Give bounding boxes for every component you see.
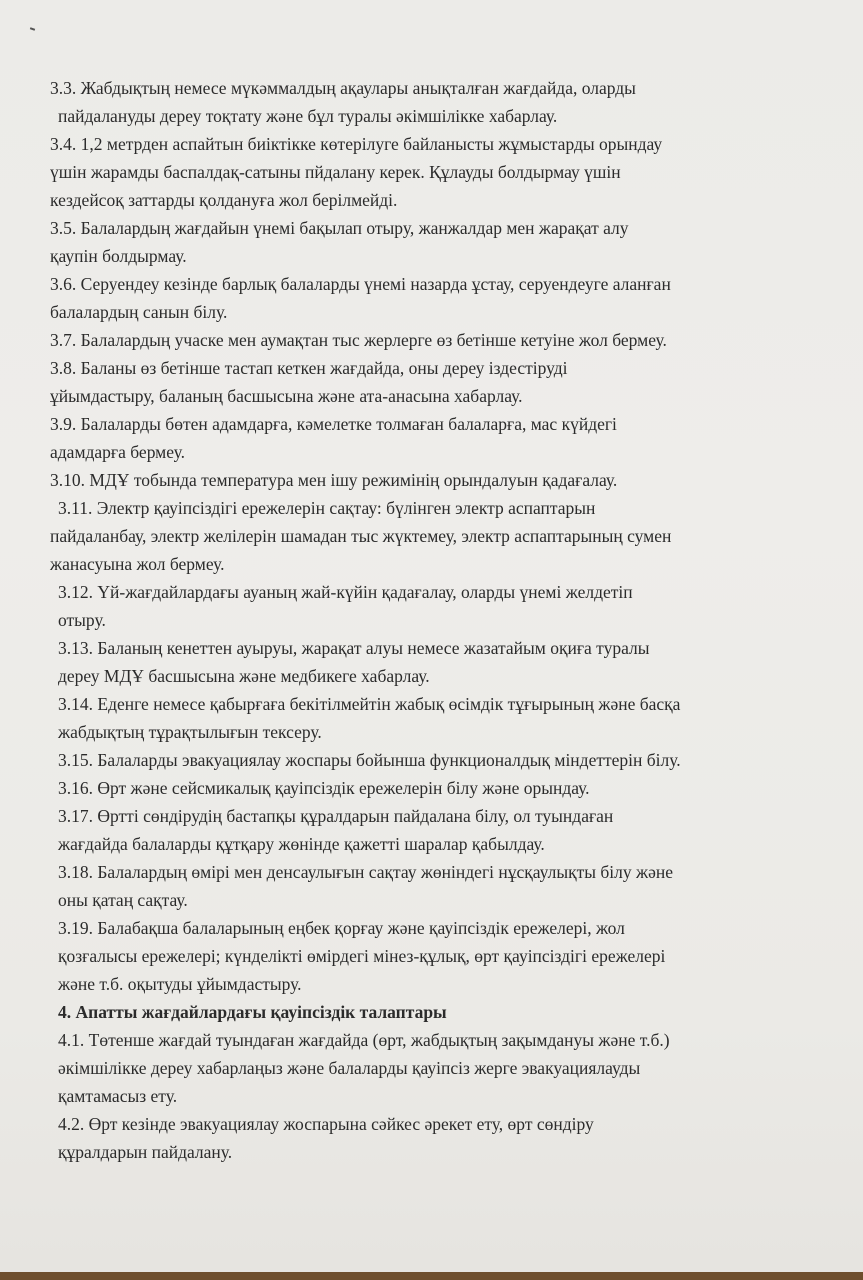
line-3-11-c: жанасуына жол бермеу.	[50, 554, 225, 574]
document-body	[50, 74, 810, 1166]
table-edge	[0, 1272, 863, 1280]
line-3-14-b: жабдықтың тұрақтылығын тексеру.	[58, 722, 322, 742]
line-3-19-a: 3.19. Балабақша балаларының еңбек қорғау және қауіпсіздік ережелері, жол	[58, 918, 625, 938]
line-3-6-b: балалардың санын білу.	[50, 302, 228, 322]
line-3-19-b: қозғалысы ережелері; күнделікті өмірдегі мінез-құлық, өрт қауіпсіздігі ережелері	[58, 946, 666, 966]
line-3-17-b: жағдайда балаларды құтқару жөнінде қажетті шаралар қабылдау.	[58, 834, 545, 854]
line-3-12-b: отыру.	[58, 610, 106, 630]
line-3-6-a: 3.6. Серуендеу кезінде барлық балаларды үнемі назарда ұстау, серуендеуге аланған	[50, 274, 671, 294]
line-3-16: 3.16. Өрт және сейсмикалық қауіпсіздік ережелерін білу және орындау.	[58, 778, 590, 798]
line-4-1-c: қамтамасыз ету.	[58, 1086, 178, 1106]
line-3-10: 3.10. МДҰ тобында температура мен ішу режимінің орындалуын қадағалау.	[50, 470, 618, 490]
line-3-4-a: 3.4. 1,2 метрден аспайтын биіктікке көтерілуге байланысты жұмыстарды орындау	[50, 134, 663, 154]
line-3-11-b: пайдаланбау, электр желілерін шамадан тыс жүктемеу, электр аспаптарының сумен	[50, 526, 672, 546]
line-3-4-b: үшін жарамды баспалдақ-сатыны пйдалану керек. Құлауды болдырмау үшін	[50, 162, 621, 182]
line-3-19-c: және т.б. оқытуды ұйымдастыру.	[58, 974, 302, 994]
section-4-heading: 4. Апатты жағдайлардағы қауіпсіздік талаптары	[58, 1002, 447, 1022]
line-3-9-b: адамдарға бермеу.	[50, 442, 185, 462]
line-3-4-c: кездейсоқ заттарды қолдануға жол берілмейді.	[50, 190, 398, 210]
line-3-8-b: ұйымдастыру, баланың басшысына және ата-анасына хабарлау.	[50, 386, 523, 406]
line-4-2-a: 4.2. Өрт кезінде эвакуациялау жоспарына сәйкес әрекет ету, өрт сөндіру	[58, 1114, 594, 1134]
line-3-14-a: 3.14. Еденге немесе қабырғаға бекітілмейтін жабық өсімдік тұғырының және басқа	[58, 694, 681, 714]
line-3-9-a: 3.9. Балаларды бөтен адамдарға, кәмелетке толмаған балаларға, мас күйдегі	[50, 414, 617, 434]
line-3-5-a: 3.5. Балалардың жағдайын үнемі бақылап отыру, жанжалдар мен жарақат алу	[50, 218, 629, 238]
line-3-3-b: пайдалануды дереу тоқтату және бұл туралы әкімшілікке хабарлау.	[58, 106, 558, 126]
line-3-18-b: оны қатаң сақтау.	[58, 890, 188, 910]
line-3-13-b: дереу МДҰ басшысына және медбикеге хабарлау.	[58, 666, 430, 686]
line-3-8-a: 3.8. Баланы өз бетінше тастап кеткен жағдайда, оны дереу іздестіруді	[50, 358, 568, 378]
line-3-3-a: 3.3. Жабдықтың немесе мүкәммалдың ақаулары анықталған жағдайда, оларды	[50, 78, 636, 98]
line-4-1-a: 4.1. Төтенше жағдай туындаған жағдайда (өрт, жабдықтың зақымдануы және т.б.)	[58, 1030, 670, 1050]
line-3-17-a: 3.17. Өртті сөндірудің бастапқы құралдарын пайдалана білу, ол туындаған	[58, 806, 614, 826]
line-3-12-a: 3.12. Үй-жағдайлардағы ауаның жай-күйін қадағалау, оларды үнемі желдетіп	[58, 582, 633, 602]
line-3-13-a: 3.13. Баланың кенеттен ауыруы, жарақат алуы немесе жазатайым оқиға туралы	[58, 638, 650, 658]
line-3-18-a: 3.18. Балалардың өмірі мен денсаулығын сақтау жөніндегі нұсқаулықты білу және	[58, 862, 673, 882]
line-3-15: 3.15. Балаларды эвакуациялау жоспары бойынша функционалдық міндеттерін білу.	[58, 750, 681, 770]
line-4-2-b: құралдарын пайдалану.	[58, 1142, 233, 1162]
line-3-7: 3.7. Балалардың учаске мен аумақтан тыс жерлерге өз бетінше кетуіне жол бермеу.	[50, 330, 667, 350]
line-3-5-b: қаупін болдырмау.	[50, 246, 187, 266]
line-3-11-a: 3.11. Электр қауіпсіздігі ережелерін сақтау: бүлінген электр аспаптарын	[58, 498, 596, 518]
line-4-1-b: әкімшілікке дереу хабарлаңыз және балаларды қауіпсіз жерге эвакуациялауды	[58, 1058, 641, 1078]
pen-mark	[30, 27, 35, 31]
